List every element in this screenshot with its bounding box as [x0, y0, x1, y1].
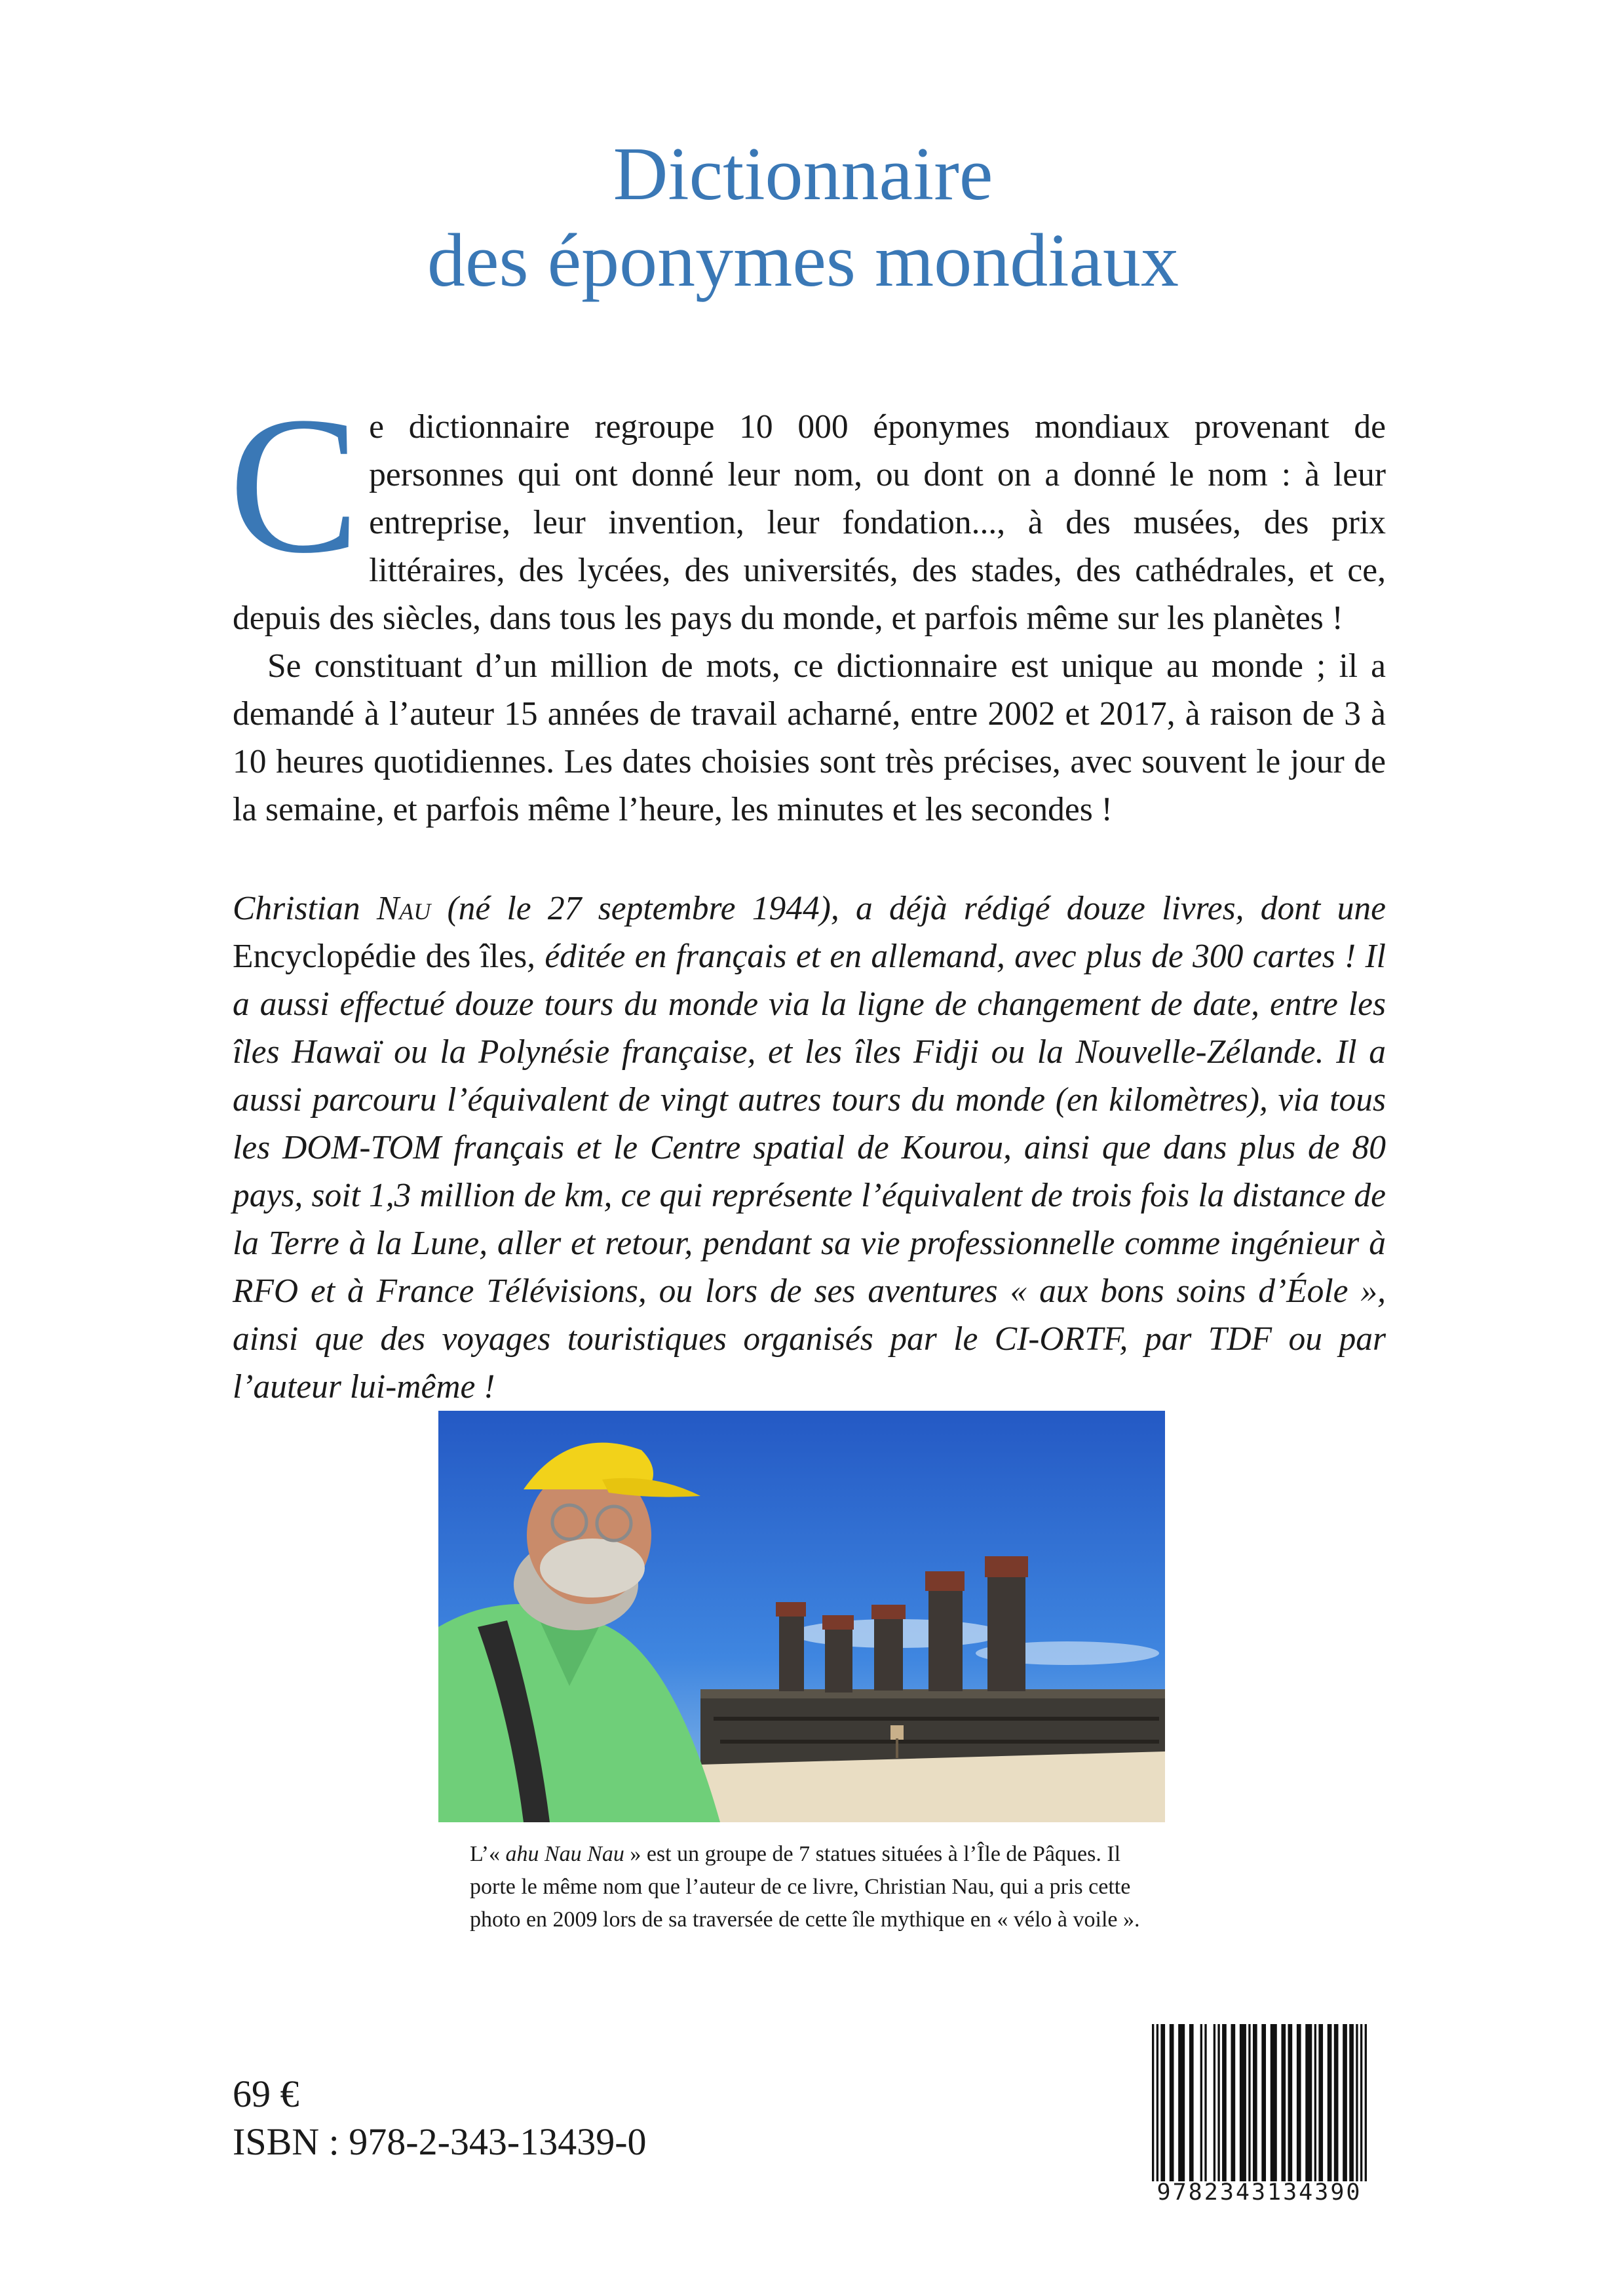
barcode-bar — [1343, 2024, 1347, 2181]
barcode-bar — [1253, 2024, 1257, 2181]
author-first-name: Christian — [233, 890, 377, 927]
bio-book-title: Encyclopédie des îles — [233, 938, 527, 975]
barcode-bar — [1240, 2024, 1246, 2181]
barcode-bar — [1365, 2024, 1367, 2181]
barcode-bar — [1189, 2024, 1194, 2181]
barcode-bars — [1148, 2021, 1371, 2185]
barcode-bar — [1349, 2024, 1354, 2181]
barcode — [1148, 2021, 1371, 2185]
description-paragraph-1 — [229, 376, 1386, 642]
barcode-bar — [1204, 2024, 1206, 2181]
caption-rest: » est un groupe de 7 statues situées à l’Île de Pâques. Il porte le même nom que l’auteur de ce livre, Christian Nau, qui a pris cette photo en 2009 lors de sa traversée de cette île mythique en « vélo à voile ». — [470, 1842, 1140, 1932]
barcode-bar — [1222, 2024, 1227, 2181]
drop-cap: C — [229, 376, 360, 594]
barcode-bar — [1200, 2024, 1202, 2181]
description-paragraph-2: Se constituant d’un million de mots, ce dictionnaire est unique au monde ; il a demandé à l’auteur 15 années de travail acharné, entre 2002 et 2017, à raison de 3 à 10 heures quotidiennes. Les dates choisies sont très précises, avec souvent le jour de la semaine, et parfois même l’heure, les minutes et les secondes ! — [233, 647, 1386, 828]
book-title — [0, 131, 1606, 304]
title-line-2: des éponymes mondiaux — [427, 219, 1179, 303]
barcode-bar — [1214, 2024, 1215, 2181]
barcode-bar — [1360, 2024, 1362, 2181]
barcode-bar — [1170, 2024, 1174, 2181]
caption-italic: ahu Nau Nau — [505, 1842, 624, 1866]
bio-part-2: , éditée en français et en allemand, avec plus de 300 cartes ! Il a aussi effectué douze tours du monde via la ligne de changement de date, entre les îles Hawaï ou la Polynésie française, et les îles Fidji ou la Nouvelle-Zélande. Il a aussi parcouru l’équivalent de vingt autres tours du monde (en kilomètres), via tous les DOM-TOM français et le Centre spatial de Kourou, ainsi que dans plus de 80 pays, soit 1,3 million de km, ce qui représente l’équivalent de trois fois la distance de la Terre à la Lune, aller et retour, pendant sa vie professionnelle comme ingénieur à RFO et à France Télévisions, ou lors de ses aventures « aux bons soins d’Éole », ainsi que des voyages touristiques organisés par le CI-ORTF, par TDF ou par l’auteur lui-même ! — [233, 938, 1386, 1406]
photo-illustration — [438, 1411, 1165, 1822]
author-photo — [438, 1411, 1165, 1822]
barcode-bar — [1318, 2024, 1323, 2181]
bio-paragraph — [233, 885, 1386, 1411]
barcode-bar — [1271, 2024, 1277, 2181]
barcode-bar — [1157, 2024, 1158, 2181]
barcode-bar — [1248, 2024, 1250, 2181]
paragraph-1-text: e dictionnaire regroupe 10 000 éponymes mondiaux provenant de personnes qui ont donné leur nom, ou dont on a donné le nom : à leur entreprise, leur invention, leur fondation..., à des musées, des prix littéraires, des lycées, des universités, des stades, des cathédrales, et ce, depuis des siècles, dans tous les pays du monde, et parfois même sur les planètes ! — [233, 408, 1386, 637]
barcode-bar — [1314, 2024, 1316, 2181]
photo-caption — [470, 1838, 1145, 1936]
caption-text — [470, 1838, 1145, 1936]
barcode-digits: 9782343134390 — [1157, 2179, 1362, 2206]
barcode-bar — [1288, 2024, 1293, 2181]
barcode-bar — [1217, 2024, 1219, 2181]
bio-part-1: (né le 27 septembre 1944), a déjà rédigé douze livres, dont une — [430, 890, 1386, 927]
barcode-bar — [1305, 2024, 1312, 2181]
barcode-bar — [1231, 2024, 1235, 2181]
barcode-bar — [1297, 2024, 1301, 2181]
description — [229, 376, 1386, 833]
barcode-bar — [1160, 2024, 1165, 2181]
isbn: ISBN : 978-2-343-13439-0 — [233, 2120, 647, 2163]
barcode-bar — [1152, 2024, 1154, 2181]
barcode-bar — [1356, 2024, 1358, 2181]
author-last-name: Nau — [376, 890, 431, 927]
barcode-bar — [1334, 2024, 1339, 2181]
price: 69 € — [233, 2073, 299, 2115]
caption-prefix: L’« — [470, 1842, 506, 1866]
barcode-bar — [1281, 2024, 1286, 2181]
author-bio — [233, 885, 1386, 1411]
barcode-bar — [1178, 2024, 1185, 2181]
barcode-bar — [1328, 2024, 1332, 2181]
barcode-bar — [1261, 2024, 1266, 2181]
title-line-1: Dictionnaire — [613, 132, 993, 216]
